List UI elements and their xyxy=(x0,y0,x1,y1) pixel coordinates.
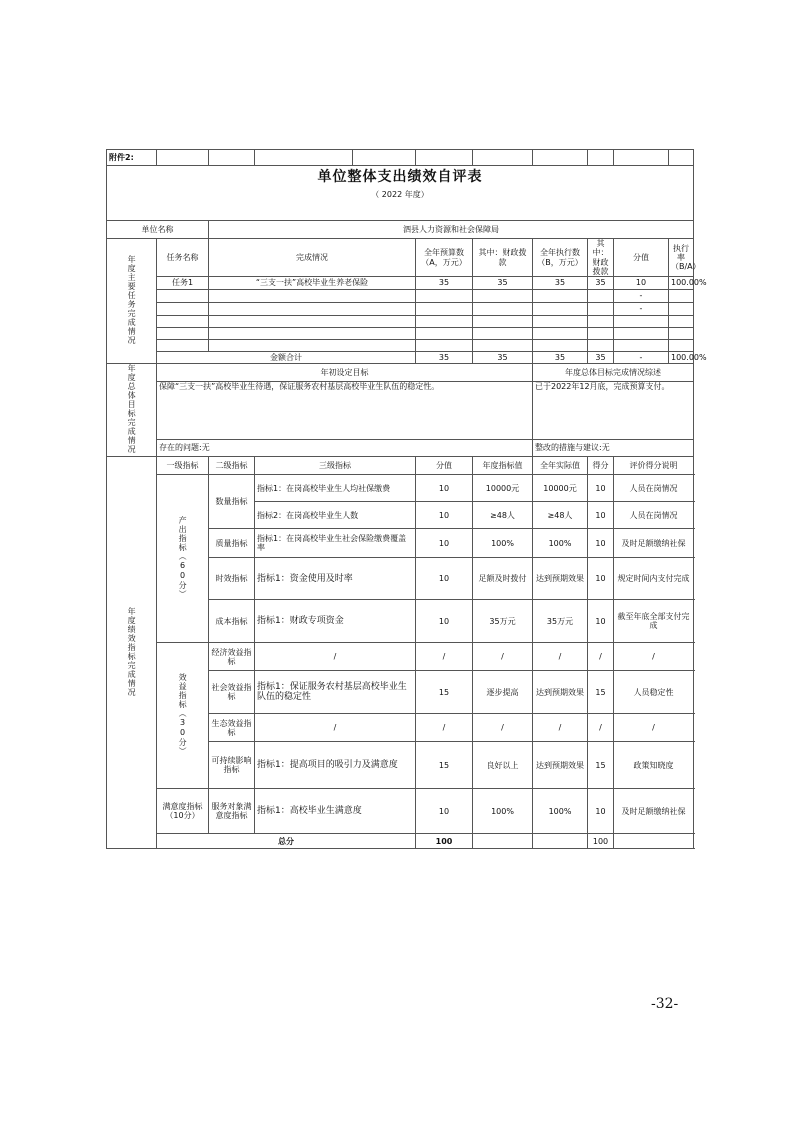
slash-cell: / xyxy=(255,714,416,742)
indicator-score-value: 10 xyxy=(416,558,473,600)
indicator-note: 政策知晓度 xyxy=(614,742,694,789)
total-score-row xyxy=(107,834,694,849)
goal-summary-header: 年度总体目标完成情况综述 xyxy=(533,364,694,382)
score-value-header: 分值 xyxy=(614,239,669,277)
indicator-score: 10 xyxy=(588,529,614,558)
level3-header: 三级指标 xyxy=(255,457,416,475)
problems-text: 存在的问题:无 xyxy=(157,439,533,457)
total-score-label: 总分 xyxy=(157,834,416,849)
cost-indicator: 成本指标 xyxy=(209,600,255,643)
task-exec-rate: 100.00% xyxy=(669,277,694,290)
total-exec-rate: 100.00% xyxy=(669,352,694,364)
output-indicator-label: 产出指标（60分） xyxy=(157,475,209,643)
table-row xyxy=(107,475,694,502)
indicator-note: 人员在岗情况 xyxy=(614,475,694,502)
indicator-target: 足额及时拨付 xyxy=(473,558,533,600)
form-title: 单位整体支出绩效自评表 xyxy=(107,166,694,188)
indicator-actual: 达到预期效果 xyxy=(533,671,588,714)
total-score-value: 100 xyxy=(416,834,473,849)
slash-cell: / xyxy=(473,714,533,742)
initial-goal-text: 保障“三支一扶”高校毕业生待遇，保证服务农村基层高校毕业生队伍的稳定性。 xyxy=(157,381,533,439)
indicator-target: 100% xyxy=(473,529,533,558)
table-row xyxy=(107,789,694,834)
slash-cell: / xyxy=(416,643,473,671)
task-status-header: 完成情况 xyxy=(209,239,416,277)
slash-cell: / xyxy=(255,643,416,671)
indicators-section-label: 年度绩效指标完成情况 xyxy=(107,457,157,849)
exec-header: 全年执行数（B，万元） xyxy=(533,239,588,277)
indicator-score: 15 xyxy=(588,742,614,789)
task-total-label: 金额合计 xyxy=(157,352,416,364)
total-exec-fin: 35 xyxy=(588,352,614,364)
indicator-actual: 35万元 xyxy=(533,600,588,643)
table-row xyxy=(107,340,694,352)
indicator-note: 截至年底全部支付完成 xyxy=(614,600,694,643)
indicator-actual: 10000元 xyxy=(533,475,588,502)
quality-indicator: 质量指标 xyxy=(209,529,255,558)
slash-cell: / xyxy=(473,643,533,671)
dash-cell: - xyxy=(614,290,669,303)
indicator-score-value: 15 xyxy=(416,742,473,789)
quantity-indicator: 数量指标 xyxy=(209,475,255,529)
ind-score-value-header: 分值 xyxy=(416,457,473,475)
task-status: “三支一扶”高校毕业生养老保险 xyxy=(209,277,416,290)
timeliness-indicator: 时效指标 xyxy=(209,558,255,600)
indicator-text: 指标2：在岗高校毕业生人数 xyxy=(255,502,416,529)
indicator-actual: ≥48人 xyxy=(533,502,588,529)
indicator-score: 10 xyxy=(588,475,614,502)
slash-cell: / xyxy=(533,643,588,671)
dash-cell: - xyxy=(614,303,669,316)
indicator-score-value: 10 xyxy=(416,529,473,558)
attachment-label: 附件2: xyxy=(107,150,157,166)
initial-goal-header: 年初设定目标 xyxy=(157,364,533,382)
exec-fin-header: 其中：财政拨款 xyxy=(588,239,614,277)
indicator-score-value: 10 xyxy=(416,502,473,529)
indicator-target: 35万元 xyxy=(473,600,533,643)
indicator-score: 10 xyxy=(588,558,614,600)
level1-header: 一级指标 xyxy=(157,457,209,475)
note-header: 评价得分说明 xyxy=(614,457,694,475)
form-year: （ 2022 年度） xyxy=(107,188,694,202)
exec-rate-header: 执行率（B/A） xyxy=(669,239,694,277)
economic-benefit-indicator: 经济效益指标 xyxy=(209,643,255,671)
slash-cell: / xyxy=(588,643,614,671)
sustainable-impact-indicator: 可持续影响指标 xyxy=(209,742,255,789)
task-section-label: 年度主要任务完成情况 xyxy=(107,239,157,364)
performance-self-evaluation-table xyxy=(106,149,707,849)
task-budget: 35 xyxy=(416,277,473,290)
slash-cell: / xyxy=(614,714,694,742)
indicator-note: 人员在岗情况 xyxy=(614,502,694,529)
slash-cell: / xyxy=(588,714,614,742)
budget-fin-header: 其中：财政拨款 xyxy=(473,239,533,277)
indicator-target: 逐步提高 xyxy=(473,671,533,714)
table-row xyxy=(107,303,694,316)
unit-name-value: 泗县人力资源和社会保障局 xyxy=(209,221,694,239)
indicator-note: 及时足额缴纳社保 xyxy=(614,789,694,834)
total-budget: 35 xyxy=(416,352,473,364)
goal-summary-text: 已于2022年12月底，完成预算支付。 xyxy=(533,381,694,439)
indicator-note: 规定时间内支付完成 xyxy=(614,558,694,600)
indicator-score-value: 10 xyxy=(416,600,473,643)
indicator-score: 10 xyxy=(588,789,614,834)
level2-header: 二级指标 xyxy=(209,457,255,475)
ecological-benefit-indicator: 生态效益指标 xyxy=(209,714,255,742)
indicator-score-value: 10 xyxy=(416,789,473,834)
slash-cell: / xyxy=(533,714,588,742)
indicator-target: ≥48人 xyxy=(473,502,533,529)
service-satisfaction-indicator: 服务对象满意度指标 xyxy=(209,789,255,834)
task-exec: 35 xyxy=(533,277,588,290)
table-row xyxy=(107,316,694,328)
satisfaction-indicator-label: 满意度指标（10分） xyxy=(157,789,209,834)
indicator-text: 指标1：保证服务农村基层高校毕业生队伍的稳定性 xyxy=(255,671,416,714)
indicator-score: 10 xyxy=(588,600,614,643)
benefit-indicator-label: 效益指标（30分） xyxy=(157,643,209,789)
indicator-target: 良好以上 xyxy=(473,742,533,789)
indicator-actual: 达到预期效果 xyxy=(533,742,588,789)
indicator-text: 指标1：资金使用及时率 xyxy=(255,558,416,600)
indicator-text: 指标1：在岗高校毕业生社会保险缴费覆盖率 xyxy=(255,529,416,558)
goals-section-label: 年度总体目标完成情况 xyxy=(107,364,157,457)
indicator-target: 10000元 xyxy=(473,475,533,502)
total-score: 100 xyxy=(588,834,614,849)
task-name-header: 任务名称 xyxy=(157,239,209,277)
total-score-value: - xyxy=(614,352,669,364)
indicator-note: 及时足额缴纳社保 xyxy=(614,529,694,558)
task-name: 任务1 xyxy=(157,277,209,290)
slash-cell: / xyxy=(416,714,473,742)
table-row xyxy=(107,277,694,290)
task-score-value: 10 xyxy=(614,277,669,290)
indicator-actual: 100% xyxy=(533,529,588,558)
task-budget-fin: 35 xyxy=(473,277,533,290)
ind-score-header: 得分 xyxy=(588,457,614,475)
measures-text: 整改的措施与建议:无 xyxy=(533,439,694,457)
indicator-text: 指标1：财政专项资金 xyxy=(255,600,416,643)
indicator-actual: 达到预期效果 xyxy=(533,558,588,600)
indicator-target: 100% xyxy=(473,789,533,834)
table-row xyxy=(107,290,694,303)
indicator-score-value: 15 xyxy=(416,671,473,714)
target-header: 年度指标值 xyxy=(473,457,533,475)
indicator-actual: 100% xyxy=(533,789,588,834)
task-exec-fin: 35 xyxy=(588,277,614,290)
indicator-note: 人员稳定性 xyxy=(614,671,694,714)
page-number: -32- xyxy=(651,996,679,1012)
total-exec: 35 xyxy=(533,352,588,364)
table-row xyxy=(107,328,694,340)
actual-header: 全年实际值 xyxy=(533,457,588,475)
indicator-text: 指标1：提高项目的吸引力及满意度 xyxy=(255,742,416,789)
social-benefit-indicator: 社会效益指标 xyxy=(209,671,255,714)
unit-name-label: 单位名称 xyxy=(107,221,209,239)
task-total-row xyxy=(107,352,694,364)
total-budget-fin: 35 xyxy=(473,352,533,364)
indicator-text: 指标1：高校毕业生满意度 xyxy=(255,789,416,834)
budget-header: 全年预算数（A，万元） xyxy=(416,239,473,277)
indicator-text: 指标1：在岗高校毕业生人均社保缴费 xyxy=(255,475,416,502)
indicator-score: 10 xyxy=(588,502,614,529)
indicator-score-value: 10 xyxy=(416,475,473,502)
table-row xyxy=(107,643,694,671)
slash-cell: / xyxy=(614,643,694,671)
indicator-score: 15 xyxy=(588,671,614,714)
